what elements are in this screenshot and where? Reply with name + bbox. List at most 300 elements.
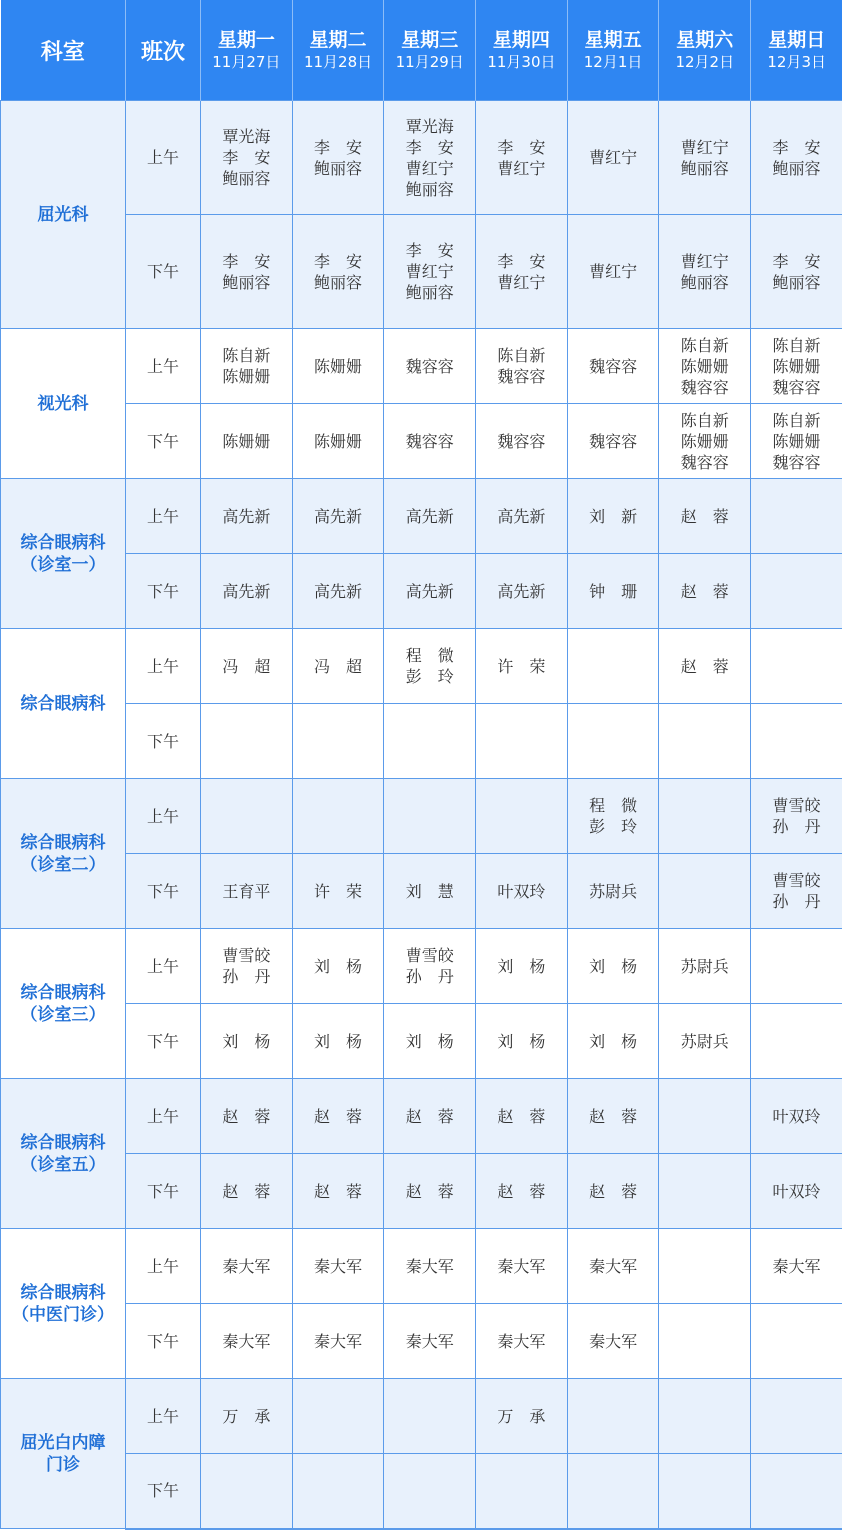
doctor-name: 陈自新 [772, 335, 821, 355]
doctor-cell [476, 215, 568, 329]
doctor-name: 孙 丹 [772, 892, 821, 911]
doctor-name: 陈姗姗 [314, 431, 363, 451]
schedule-row [1, 1454, 842, 1529]
doctor-cell [567, 101, 659, 215]
doctor-cell [476, 554, 568, 629]
doctor-cell [476, 1229, 568, 1304]
doctor-name: 高先新 [405, 506, 454, 526]
doctor-name: 曹雪皎 [222, 946, 271, 965]
doctor-name: 曹雪皎 [405, 946, 454, 965]
shift-label: 下午 [126, 1304, 201, 1379]
doctor-cell [567, 1379, 659, 1454]
department-name-line: 综合眼病科 [20, 982, 106, 1003]
doctor-name: 彭 玲 [405, 667, 454, 686]
schedule-row [1, 1379, 842, 1454]
doctor-name: 程 微 [405, 646, 454, 665]
doctor-cell [751, 704, 842, 779]
doctor-name: 秦大军 [589, 1256, 638, 1276]
doctor-cell [292, 929, 384, 1004]
doctor-name: 叶双玲 [772, 1181, 821, 1201]
schedule-row [1, 779, 842, 854]
doctor-cell [476, 1454, 568, 1529]
doctor-name: 曹红宁 [680, 251, 729, 271]
department-name-line: 综合眼病科 [20, 1132, 106, 1153]
doctor-cell [567, 215, 659, 329]
schedule-row [1, 854, 842, 929]
doctor-cell [201, 779, 293, 854]
dept-column-header: 科室 [1, 0, 126, 101]
doctor-cell [201, 215, 293, 329]
schedule-row [1, 215, 842, 329]
doctor-cell [292, 1454, 384, 1529]
doctor-cell [659, 215, 751, 329]
date-label: 12月2日 [675, 53, 735, 71]
doctor-name: 曹雪皎 [772, 871, 821, 890]
doctor-cell [751, 101, 842, 215]
shift-label: 上午 [126, 329, 201, 404]
doctor-cell [751, 1154, 842, 1229]
doctor-name: 高先新 [497, 581, 546, 601]
shift-label: 下午 [126, 704, 201, 779]
doctor-cell [476, 1304, 568, 1379]
department-name [1, 1079, 126, 1229]
doctor-cell [201, 101, 293, 215]
schedule-row [1, 629, 842, 704]
department-name-line: 综合眼病科 [20, 1282, 106, 1303]
doctor-name: 覃光海 [222, 127, 271, 146]
doctor-name: 曹红宁 [680, 137, 729, 157]
shift-label: 上午 [126, 479, 201, 554]
doctor-cell [567, 1229, 659, 1304]
date-label: 11月28日 [303, 53, 373, 71]
doctor-name: 魏容容 [772, 452, 821, 472]
department-name [1, 479, 126, 629]
department-name-line: 综合眼病科 [20, 532, 106, 553]
doctor-name: 赵 蓉 [497, 1106, 546, 1126]
doctor-cell [567, 1004, 659, 1079]
doctor-cell [384, 215, 476, 329]
doctor-name: 曹雪皎 [772, 796, 821, 815]
doctor-name: 赵 蓉 [680, 581, 729, 601]
doctor-cell [567, 404, 659, 479]
doctor-name: 冯 超 [314, 656, 363, 676]
doctor-name: 陈自新 [772, 410, 821, 430]
doctor-cell [567, 779, 659, 854]
doctor-name: 万 承 [497, 1406, 546, 1426]
doctor-cell [201, 329, 293, 404]
doctor-name: 鲍丽容 [314, 272, 363, 292]
shift-label: 下午 [126, 854, 201, 929]
doctor-name: 李 安 [405, 241, 454, 260]
doctor-name: 陈自新 [497, 346, 546, 365]
shift-label: 下午 [126, 1004, 201, 1079]
doctor-name: 陈自新 [680, 335, 729, 355]
doctor-name: 苏尉兵 [680, 1031, 729, 1051]
doctor-name: 苏尉兵 [589, 881, 638, 901]
doctor-cell [476, 629, 568, 704]
doctor-name: 高先新 [222, 581, 271, 601]
doctor-name: 赵 蓉 [405, 1106, 454, 1126]
doctor-name: 赵 蓉 [589, 1181, 638, 1201]
doctor-cell [567, 1154, 659, 1229]
weekday-label: 星期四 [492, 29, 550, 51]
doctor-name: 高先新 [314, 581, 363, 601]
day-column-header [659, 0, 751, 101]
doctor-name: 鲍丽容 [314, 158, 363, 178]
doctor-name: 鲍丽容 [680, 158, 729, 178]
doctor-cell [659, 704, 751, 779]
day-column-header [476, 0, 568, 101]
doctor-name: 冯 超 [222, 656, 271, 676]
schedule-row [1, 1154, 842, 1229]
department-name [1, 329, 126, 479]
department-name-line: 视光科 [37, 393, 89, 414]
shift-label: 上午 [126, 779, 201, 854]
shift-label: 下午 [126, 404, 201, 479]
department-name-line: （诊室二） [20, 854, 106, 875]
doctor-name: 陈姗姗 [772, 356, 821, 376]
doctor-name: 赵 蓉 [589, 1106, 638, 1126]
doctor-cell [384, 1379, 476, 1454]
shift-label: 下午 [126, 1454, 201, 1529]
doctor-name: 陈姗姗 [772, 431, 821, 451]
doctor-cell [751, 779, 842, 854]
doctor-name: 刘 杨 [405, 1031, 454, 1051]
doctor-cell [292, 215, 384, 329]
doctor-cell [201, 854, 293, 929]
doctor-name: 鲍丽容 [405, 283, 454, 302]
department-name [1, 929, 126, 1079]
date-label: 11月30日 [487, 53, 556, 71]
doctor-cell [384, 629, 476, 704]
weekday-label: 星期二 [309, 29, 367, 51]
department-name [1, 779, 126, 929]
doctor-cell [201, 629, 293, 704]
doctor-name: 叶双玲 [772, 1106, 821, 1126]
doctor-name: 覃光海 [405, 116, 454, 136]
doctor-cell [567, 1454, 659, 1529]
weekday-label: 星期一 [217, 29, 275, 51]
doctor-name: 李 安 [314, 251, 363, 271]
doctor-cell [201, 1229, 293, 1304]
department-name [1, 1379, 126, 1529]
doctor-name: 彭 玲 [589, 817, 638, 836]
doctor-name: 赵 蓉 [497, 1181, 546, 1201]
day-column-header [201, 0, 293, 101]
department-name-line: （诊室五） [20, 1154, 106, 1175]
doctor-name: 刘 杨 [589, 1031, 638, 1051]
doctor-name: 赵 蓉 [314, 1106, 363, 1126]
doctor-cell [476, 704, 568, 779]
doctor-cell [384, 479, 476, 554]
shift-label: 上午 [126, 101, 201, 215]
doctor-cell [751, 329, 842, 404]
doctor-cell [384, 854, 476, 929]
doctor-cell [292, 1229, 384, 1304]
doctor-cell [567, 704, 659, 779]
doctor-name: 高先新 [314, 506, 363, 526]
doctor-cell [659, 554, 751, 629]
doctor-cell [201, 479, 293, 554]
doctor-name: 刘 杨 [222, 1031, 271, 1051]
doctor-name: 赵 蓉 [405, 1181, 454, 1201]
shift-label: 上午 [126, 1229, 201, 1304]
day-column-header [384, 0, 476, 101]
doctor-name: 鲍丽容 [772, 158, 821, 178]
schedule-row [1, 329, 842, 404]
doctor-name: 刘 新 [589, 506, 638, 526]
doctor-name: 陈姗姗 [222, 367, 271, 386]
doctor-name: 李 安 [405, 137, 454, 157]
shift-label: 上午 [126, 929, 201, 1004]
doctor-cell [201, 1454, 293, 1529]
doctor-name: 魏容容 [680, 377, 729, 397]
department-name-line: 门诊 [46, 1454, 80, 1475]
schedule-row [1, 554, 842, 629]
doctor-name: 刘 杨 [497, 956, 546, 976]
department-name-line: （中医门诊） [12, 1304, 114, 1325]
doctor-name: 曹红宁 [405, 262, 454, 281]
weekday-label: 星期日 [768, 29, 826, 51]
doctor-name: 魏容容 [589, 431, 638, 451]
doctor-name: 秦大军 [497, 1256, 546, 1276]
doctor-cell [384, 1304, 476, 1379]
doctor-name: 赵 蓉 [222, 1181, 271, 1201]
doctor-cell [292, 554, 384, 629]
doctor-name: 刘 杨 [314, 956, 363, 976]
doctor-cell [201, 1304, 293, 1379]
doctor-name: 鲍丽容 [222, 169, 271, 188]
doctor-cell [567, 554, 659, 629]
shift-label: 上午 [126, 629, 201, 704]
shift-column-header: 班次 [126, 0, 201, 101]
schedule-row [1, 479, 842, 554]
doctor-name: 刘 慧 [405, 881, 454, 901]
doctor-cell [476, 101, 568, 215]
doctor-cell [292, 854, 384, 929]
doctor-cell [659, 1229, 751, 1304]
department-name-line: 综合眼病科 [20, 832, 106, 853]
doctor-cell [659, 329, 751, 404]
doctor-cell [659, 1379, 751, 1454]
doctor-name: 陈自新 [680, 410, 729, 430]
doctor-cell [659, 404, 751, 479]
doctor-name: 曹红宁 [589, 262, 638, 281]
doctor-cell [201, 404, 293, 479]
department-name [1, 1229, 126, 1379]
doctor-cell [384, 1454, 476, 1529]
doctor-name: 赵 蓉 [680, 656, 729, 676]
doctor-cell [201, 1379, 293, 1454]
doctor-cell [292, 704, 384, 779]
doctor-name: 鲍丽容 [405, 179, 454, 199]
shift-label: 下午 [126, 215, 201, 329]
doctor-name: 曹红宁 [405, 158, 454, 178]
doctor-name: 魏容容 [680, 452, 729, 472]
doctor-cell [751, 1004, 842, 1079]
schedule-row [1, 404, 842, 479]
doctor-name: 叶双玲 [497, 881, 546, 901]
doctor-cell [292, 404, 384, 479]
department-name-line: （诊室一） [20, 554, 106, 575]
doctor-cell [476, 779, 568, 854]
doctor-cell [292, 629, 384, 704]
doctor-cell [476, 1079, 568, 1154]
doctor-name: 秦大军 [772, 1256, 821, 1276]
day-column-header [751, 0, 842, 101]
schedule-row [1, 1304, 842, 1379]
doctor-cell [476, 404, 568, 479]
doctor-name: 鲍丽容 [772, 272, 821, 292]
doctor-name: 秦大军 [589, 1331, 638, 1351]
doctor-cell [659, 1304, 751, 1379]
doctor-cell [659, 1079, 751, 1154]
doctor-cell [567, 1079, 659, 1154]
doctor-cell [567, 479, 659, 554]
doctor-name: 李 安 [772, 137, 821, 157]
doctor-name: 刘 杨 [589, 956, 638, 976]
doctor-cell [476, 329, 568, 404]
department-name [1, 629, 126, 779]
doctor-cell [751, 929, 842, 1004]
doctor-name: 许 荣 [497, 656, 546, 676]
doctor-cell [659, 1154, 751, 1229]
doctor-name: 万 承 [222, 1406, 271, 1426]
doctor-cell [201, 704, 293, 779]
doctor-cell [567, 854, 659, 929]
doctor-cell [659, 854, 751, 929]
doctor-cell [659, 1454, 751, 1529]
doctor-cell [476, 854, 568, 929]
doctor-name: 孙 丹 [222, 967, 271, 986]
date-label: 11月27日 [212, 53, 281, 71]
schedule-row [1, 1229, 842, 1304]
doctor-cell [292, 1004, 384, 1079]
doctor-name: 李 安 [314, 137, 363, 157]
doctor-cell [476, 479, 568, 554]
doctor-name: 许 荣 [314, 881, 363, 901]
shift-label: 下午 [126, 1154, 201, 1229]
doctor-name: 魏容容 [497, 431, 546, 451]
doctor-name: 李 安 [497, 137, 546, 157]
doctor-cell [292, 1079, 384, 1154]
doctor-name: 赵 蓉 [314, 1181, 363, 1201]
doctor-name: 赵 蓉 [222, 1106, 271, 1126]
doctor-name: 秦大军 [314, 1331, 363, 1351]
doctor-cell [384, 779, 476, 854]
doctor-cell [751, 1379, 842, 1454]
doctor-name: 魏容容 [772, 377, 821, 397]
doctor-cell [567, 329, 659, 404]
doctor-cell [567, 929, 659, 1004]
day-column-header [567, 0, 659, 101]
schedule-row [1, 1079, 842, 1154]
doctor-cell [384, 929, 476, 1004]
doctor-cell [384, 704, 476, 779]
doctor-name: 曹红宁 [497, 158, 546, 178]
doctor-cell [384, 1079, 476, 1154]
doctor-cell [384, 404, 476, 479]
doctor-name: 秦大军 [405, 1256, 454, 1276]
doctor-name: 孙 丹 [405, 967, 454, 986]
doctor-name: 曹红宁 [497, 272, 546, 292]
doctor-cell [751, 404, 842, 479]
doctor-name: 曹红宁 [589, 148, 638, 167]
doctor-cell [201, 1079, 293, 1154]
doctor-name: 秦大军 [222, 1331, 271, 1351]
doctor-cell [659, 629, 751, 704]
doctor-cell [659, 779, 751, 854]
doctor-name: 鲍丽容 [680, 272, 729, 292]
doctor-cell [292, 1304, 384, 1379]
doctor-cell [476, 1004, 568, 1079]
doctor-cell [751, 1079, 842, 1154]
department-name-line: 屈光白内障 [20, 1432, 106, 1453]
doctor-cell [659, 929, 751, 1004]
doctor-name: 秦大军 [314, 1256, 363, 1276]
doctor-cell [201, 1154, 293, 1229]
doctor-cell [567, 629, 659, 704]
doctor-cell [476, 1154, 568, 1229]
shift-label: 下午 [126, 554, 201, 629]
doctor-name: 苏尉兵 [680, 956, 729, 976]
shift-label: 上午 [126, 1379, 201, 1454]
schedule-row [1, 101, 842, 215]
doctor-cell [292, 1379, 384, 1454]
doctor-cell [384, 1154, 476, 1229]
doctor-cell [567, 1304, 659, 1379]
doctor-cell [201, 1004, 293, 1079]
doctor-cell [292, 329, 384, 404]
doctor-name: 魏容容 [589, 356, 638, 376]
doctor-cell [659, 101, 751, 215]
doctor-cell [292, 101, 384, 215]
doctor-name: 魏容容 [497, 367, 546, 386]
shift-label: 上午 [126, 1079, 201, 1154]
doctor-name: 陈姗姗 [680, 431, 729, 451]
doctor-cell [292, 779, 384, 854]
doctor-cell [384, 329, 476, 404]
schedule-row [1, 704, 842, 779]
day-column-header [292, 0, 384, 101]
doctor-cell [201, 929, 293, 1004]
weekday-label: 星期三 [401, 29, 459, 51]
doctor-name: 高先新 [222, 506, 271, 526]
doctor-cell [659, 1004, 751, 1079]
department-name-line: （诊室三） [20, 1004, 106, 1025]
doctor-cell [751, 629, 842, 704]
doctor-name: 魏容容 [405, 356, 454, 376]
doctor-name: 赵 蓉 [680, 506, 729, 526]
doctor-cell [384, 101, 476, 215]
doctor-cell [751, 554, 842, 629]
doctor-name: 陈自新 [222, 346, 271, 365]
doctor-cell [751, 215, 842, 329]
doctor-name: 刘 杨 [497, 1031, 546, 1051]
doctor-name: 陈姗姗 [222, 431, 271, 451]
date-label: 12月1日 [583, 53, 643, 71]
doctor-name: 秦大军 [405, 1331, 454, 1351]
doctor-cell [292, 479, 384, 554]
doctor-name: 李 安 [222, 148, 271, 167]
schedule-row [1, 1004, 842, 1079]
doctor-cell [476, 1379, 568, 1454]
doctor-name: 程 微 [589, 796, 638, 815]
weekday-label: 星期六 [676, 29, 734, 51]
doctor-cell [751, 1304, 842, 1379]
doctor-name: 钟 珊 [589, 581, 638, 601]
header-row [1, 0, 842, 101]
